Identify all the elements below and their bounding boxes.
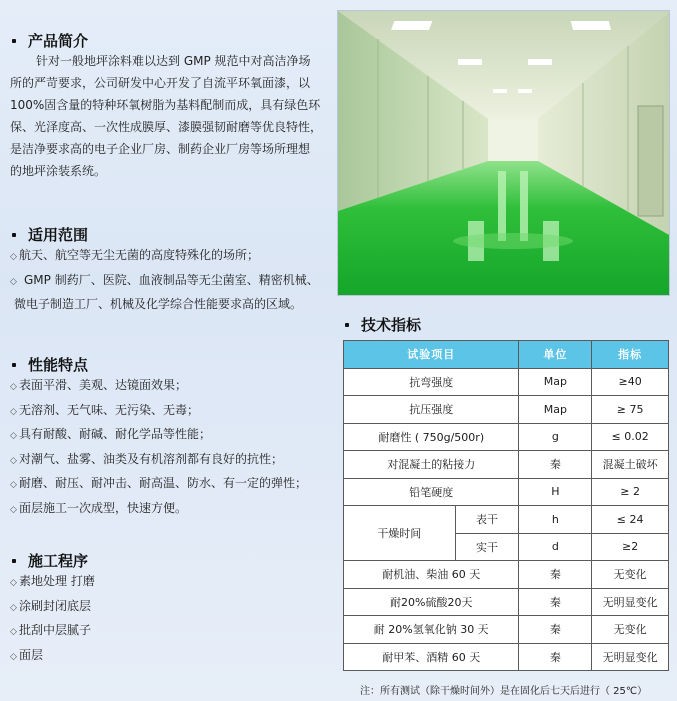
- diamond-icon: ◇: [10, 627, 17, 637]
- table-row: [344, 478, 669, 506]
- intro-line: 所的严苛要求，公司研发中心开发了自流平环氧面漆，以: [10, 76, 311, 90]
- diamond-icon: ◇: [10, 276, 17, 287]
- cell-item: 耐20%硫酸20天: [344, 588, 519, 616]
- diamond-icon: ◇: [10, 578, 17, 588]
- cell-unit: h: [519, 506, 592, 534]
- intro-heading: 产品简介: [12, 30, 88, 51]
- list-item: ◇ 面层施工一次成型，快速方便。: [10, 497, 307, 522]
- cell-value: ≤ 0.02: [592, 423, 669, 451]
- list-item: 微电子制造工厂、机械及化学综合性能要求高的区域。: [14, 297, 303, 311]
- cell-value: ≥2: [592, 533, 669, 561]
- cell-unit: g: [519, 423, 592, 451]
- process-list: [10, 570, 95, 668]
- cell-item: 耐 20%氢氧化钠 30 天: [344, 616, 519, 644]
- bullet-icon: [345, 323, 349, 327]
- specs-heading: 技术指标: [345, 314, 421, 335]
- diamond-icon: ◇: [10, 480, 17, 490]
- col-header-item: 试验项目: [344, 341, 519, 369]
- cell-unit: 秦: [519, 451, 592, 479]
- col-header-unit: 单位: [519, 341, 592, 369]
- list-item: ◇ GMP 制药厂、医院、血液制品等无尘菌室、精密机械、: [10, 269, 319, 294]
- col-header-value: 指标: [592, 341, 669, 369]
- intro-line: 针对一般地坪涂料难以达到 GMP 规范中对高洁净场: [36, 54, 311, 68]
- table-row: [344, 588, 669, 616]
- cell-unit: 秦: [519, 616, 592, 644]
- intro-line: 100%固含量的特种环氧树脂为基料配制而成，具有绿色环: [10, 98, 321, 112]
- table-row: [344, 643, 669, 671]
- bullet-icon: [12, 559, 16, 563]
- cell-value: ≥ 2: [592, 478, 669, 506]
- cell-subitem: 实干: [455, 533, 519, 561]
- list-item: ◇ 表面平滑、美观、达镜面效果；: [10, 374, 307, 399]
- cell-item: 对混凝土的粘接力: [344, 451, 519, 479]
- diamond-icon: ◇: [10, 504, 17, 515]
- cell-unit: d: [519, 533, 592, 561]
- intro-line: 保、光泽度高、一次性成膜厚、漆膜强韧耐磨等优良特性，: [10, 120, 323, 134]
- table-row: [344, 506, 669, 534]
- list-item: ◇ 面层: [10, 644, 95, 669]
- features-heading: 性能特点: [12, 354, 88, 375]
- table-row: [344, 616, 669, 644]
- diamond-icon: ◇: [10, 455, 17, 466]
- scope-list: [10, 244, 319, 316]
- list-item: ◇ 批刮中层腻子: [10, 619, 95, 644]
- diamond-icon: ◇: [10, 406, 17, 417]
- table-row: [344, 451, 669, 479]
- table-row: [344, 423, 669, 451]
- diamond-icon: ◇: [10, 382, 17, 392]
- table-row: [344, 396, 669, 424]
- bullet-icon: [12, 363, 16, 367]
- cell-unit: Map: [519, 396, 592, 424]
- table-row: [344, 561, 669, 589]
- cell-item: 耐甲苯、酒精 60 天: [344, 643, 519, 671]
- list-item: ◇ 涂刷封闭底层: [10, 595, 95, 620]
- diamond-icon: ◇: [10, 431, 17, 441]
- cell-subitem: 表干: [455, 506, 519, 534]
- cell-unit: Map: [519, 368, 592, 396]
- list-item: ◇ 对潮气、盐雾、油类及有机溶剂都有良好的抗性；: [10, 448, 307, 473]
- cell-unit: 秦: [519, 561, 592, 589]
- table-header-row: [344, 341, 669, 369]
- list-item: ◇ 航天、航空等无尘无菌的高度特殊化的场所；: [10, 244, 319, 269]
- cell-item: 抗压强度: [344, 396, 519, 424]
- cell-item: 抗弯强度: [344, 368, 519, 396]
- cell-item: 耐机油、柴油 60 天: [344, 561, 519, 589]
- list-item: ◇ 具有耐酸、耐碱、耐化学品等性能；: [10, 423, 307, 448]
- cell-unit: 秦: [519, 643, 592, 671]
- footnote: 注：所有测试（除干燥时间外）是在固化后七天后进行（ 25℃）: [360, 686, 648, 697]
- scope-heading: 适用范围: [12, 224, 88, 245]
- intro-line: 是洁净要求高的电子企业厂房、制药企业厂房等场所理想: [10, 142, 311, 156]
- intro-paragraph: [10, 50, 335, 182]
- cell-value: 无明显变化: [592, 588, 669, 616]
- cell-value: 无变化: [592, 561, 669, 589]
- diamond-icon: ◇: [10, 602, 17, 613]
- intro-line: 的地坪涂装系统。: [10, 164, 107, 178]
- cell-value: 无明显变化: [592, 643, 669, 671]
- cell-item: 干燥时间: [344, 506, 456, 561]
- cell-item: 耐磨性 ( 750g/500r): [344, 423, 519, 451]
- cell-value: 混凝土破坏: [592, 451, 669, 479]
- spec-table: [343, 340, 669, 671]
- cell-unit: H: [519, 478, 592, 506]
- bullet-icon: [12, 39, 16, 43]
- cell-unit: 秦: [519, 588, 592, 616]
- cell-value: ≥ 75: [592, 396, 669, 424]
- process-heading: 施工程序: [12, 550, 88, 571]
- cell-value: ≥40: [592, 368, 669, 396]
- list-item: ◇ 素地处理 打磨: [10, 570, 95, 595]
- bullet-icon: [12, 233, 16, 237]
- list-item: ◇ 耐磨、耐压、耐冲击、耐高温、防水、有一定的弹性；: [10, 472, 307, 497]
- features-list: [10, 374, 307, 521]
- diamond-icon: ◇: [10, 651, 17, 662]
- cell-value: 无变化: [592, 616, 669, 644]
- list-item: ◇ 无溶剂、无气味、无污染、无毒；: [10, 399, 307, 424]
- cleanroom-floor-photo: [337, 10, 670, 296]
- table-row: [344, 368, 669, 396]
- cell-item: 铅笔硬度: [344, 478, 519, 506]
- cell-value: ≤ 24: [592, 506, 669, 534]
- diamond-icon: ◇: [10, 252, 17, 262]
